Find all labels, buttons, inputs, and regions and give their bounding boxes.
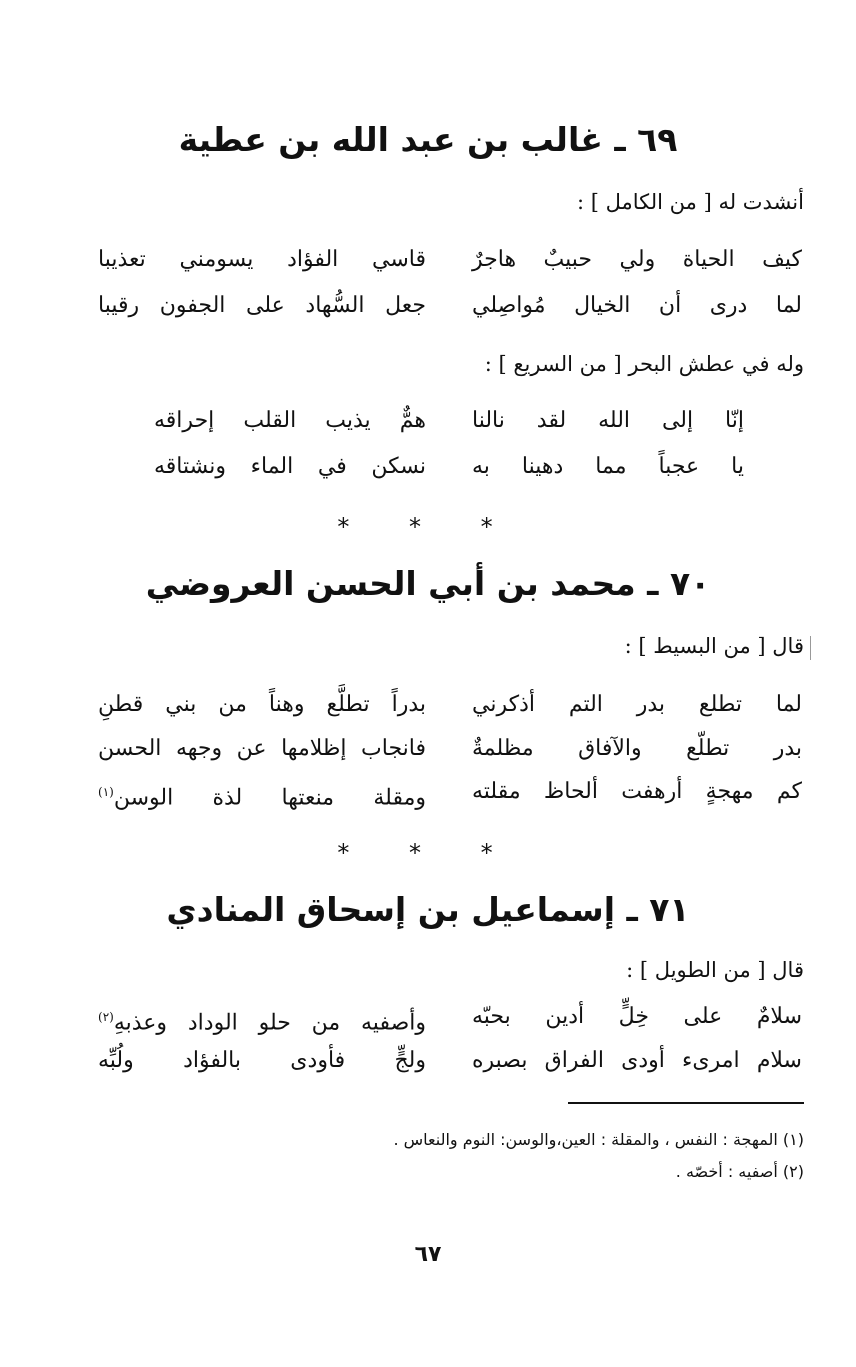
verse-second-hemistich: همٌّ يذيب القلب إحراقه <box>154 408 426 433</box>
verse-first-hemistich: سلام امرىء أودى الفراق بصبره <box>472 1048 802 1073</box>
footnote-ref: (١) <box>98 785 114 799</box>
verse-text: ومقلة منعتها لذة الوسن <box>113 785 426 811</box>
section-heading-70: ٧٠ ـ محمد بن أبي الحسن العروضي <box>145 564 711 603</box>
poem-intro: أنشدت له [ من الكامل ] : <box>577 190 804 214</box>
section-heading-71: ٧١ ـ إسماعيل بن إسحاق المنادي <box>166 890 690 929</box>
margin-mark <box>810 636 811 660</box>
section-separator: * * * <box>337 839 519 867</box>
section-heading-69: ٦٩ ـ غالب بن عبد الله بن عطية <box>178 120 678 159</box>
verse-first-hemistich: يا عجباً مما دهينا به <box>472 454 744 479</box>
verse-second-hemistich: نسكن في الماء ونشتاقه <box>154 454 426 479</box>
verse-first-hemistich: إنّا إلى الله لقد نالنا <box>472 408 744 433</box>
verse-second-hemistich: جعل السُّهاد على الجفون رقيبا <box>98 293 426 318</box>
page-number: ٦٧ <box>414 1242 442 1267</box>
verse-first-hemistich: لما درى أن الخيال مُواصِلي <box>472 293 802 318</box>
footnote-divider <box>568 1102 804 1104</box>
verse-first-hemistich: كم مهجةٍ أرهفت ألحاظ مقلته <box>472 779 802 804</box>
section-separator: * * * <box>337 513 519 541</box>
verse-second-hemistich: ولجٍّ فأودى بالفؤاد ولُبِّه <box>98 1048 426 1073</box>
verse-second-hemistich <box>98 775 426 815</box>
footnote-ref: (٢) <box>98 1010 114 1024</box>
verse-second-hemistich: قاسي الفؤاد يسومني تعذيبا <box>98 247 426 272</box>
verse-second-hemistich: فانجاب إظلامها عن وجهه الحسن <box>98 736 426 761</box>
footnote-2: (٢) أصفيه : أخصّه . <box>675 1162 804 1181</box>
poem-intro: قال [ من البسيط ] : <box>624 634 804 658</box>
verse-second-hemistich: بدراً تطلَّع وهناً من بني قطنِ <box>98 692 426 717</box>
verse-first-hemistich: بدر تطلّع والآفاق مظلمةٌ <box>472 736 802 761</box>
poem-intro: قال [ من الطويل ] : <box>626 958 804 982</box>
verse-second-hemistich <box>98 1000 426 1040</box>
verse-first-hemistich: لما تطلع بدر التم أذكرني <box>472 692 802 717</box>
verse-text: وأصفيه من حلو الوداد وعذبهِ <box>113 1010 426 1036</box>
footnote-1: (١) المهجة : النفس ، والمقلة : العين،والوسن: النوم والنعاس . <box>393 1130 804 1149</box>
verse-first-hemistich: سلامٌ على خِلٍّ أدين بحبّه <box>472 1004 802 1029</box>
poem-intro: وله في عطش البحر [ من السريع ] : <box>484 352 804 376</box>
verse-first-hemistich: كيف الحياة ولي حبيبٌ هاجرٌ <box>472 247 802 272</box>
